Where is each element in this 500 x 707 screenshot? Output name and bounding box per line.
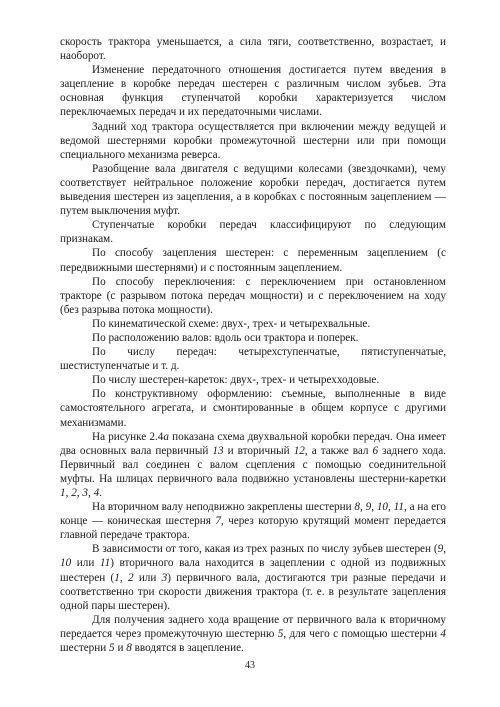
paragraph: Ступенчатые коробки передач классифицируют по следующим признакам.	[60, 219, 446, 246]
paragraph: По числу шестерен-кареток: двух-, трех- и четырехходовые.	[92, 374, 380, 387]
paragraph: Для получения заднего хода вращение от первичного вала к вторичному передается через промежуточную шестерню 5, для чего с помощью шестерни 4 шестерни 5 и 8 вводятся в зацепление.	[60, 613, 447, 655]
paragraph: На вторичном валу неподвижно закреплены шестерни 8, 9, 10, 11, а на его конце — коническая шестерня 7, через которую крутящий момент передается главной передаче трактора.	[60, 501, 446, 542]
paragraph: По числу передач: четырехступенчатые, пятиступенчатые, шестиступенчатые и т. д.	[60, 346, 446, 373]
page-number: 43	[245, 660, 255, 671]
paragraph: По расположению валов: вдоль оси трактора и поперек.	[92, 331, 359, 344]
paragraph: По кинематической схеме: двух-, трех- и четырехвальные.	[92, 317, 371, 330]
paragraph: На рисунке 2.4а показана схема двухвальной коробки передач. Она имеет два основных вала первичный 13 и вторичный 12, а также вал 6 заднего хода. Первичный вал соединен с валом сцепления с помощью соединительной муфты. На шлицах первичного вала подвижно установлены шестерни-каретки 1, 2, 3, 4.	[60, 430, 446, 499]
paragraph: Изменение передаточного отношения достигается путем введения в зацепление в коробке передач шестерен с различным числом зубьев. Эта основная функция ступенчатой коробки характеризуется числом переключаемых передач и их передаточными числами.	[60, 64, 446, 119]
paragraph: скорость трактора уменьшается, а сила тяги, соответственно, возрастает, и наоборот.	[60, 36, 446, 63]
paragraph: По конструктивному оформлению: съемные, выполненные в виде самостоятельного агрегата, и смонтированные в общем корпусе с другими механизмами.	[60, 388, 446, 429]
paragraph: По способу зацепления шестерен: с переменным зацеплением (с передвижными шестернями) и с постоянным зацеплением.	[60, 247, 446, 274]
paragraph: В зависимости от того, какая из трех разных по числу зубьев шестерен (9, 10 или 11) вторичного вала находится в зацеплении с одной из подвижных шестерен (1, 2 или 3) первичного вала, достигаются три разные передачи и соответственно три скорости движения трактора (т. е. в результате зацепления одной пары шестерен).	[60, 543, 447, 612]
paragraph: Разобщение вала двигателя с ведущими колесами (звездочками), чему соответствует нейтральное положение коробки передач, достигается путем выведения шестерен из зацепления, а в коробках с постоянным зацеплением — путем выключения муфт.	[60, 162, 446, 218]
paragraph: Задний ход трактора осуществляется при включении между ведущей и ведомой шестернями коробки промежуточной шестерни или при помощи специального механизма реверса.	[60, 120, 446, 161]
body-text	[60, 35, 446, 655]
paragraph: По способу переключения: с переключением при остановленном тракторе (с разрывом потока передач мощности) и с переключением на ходу (без разрыва потока мощности).	[60, 275, 446, 316]
